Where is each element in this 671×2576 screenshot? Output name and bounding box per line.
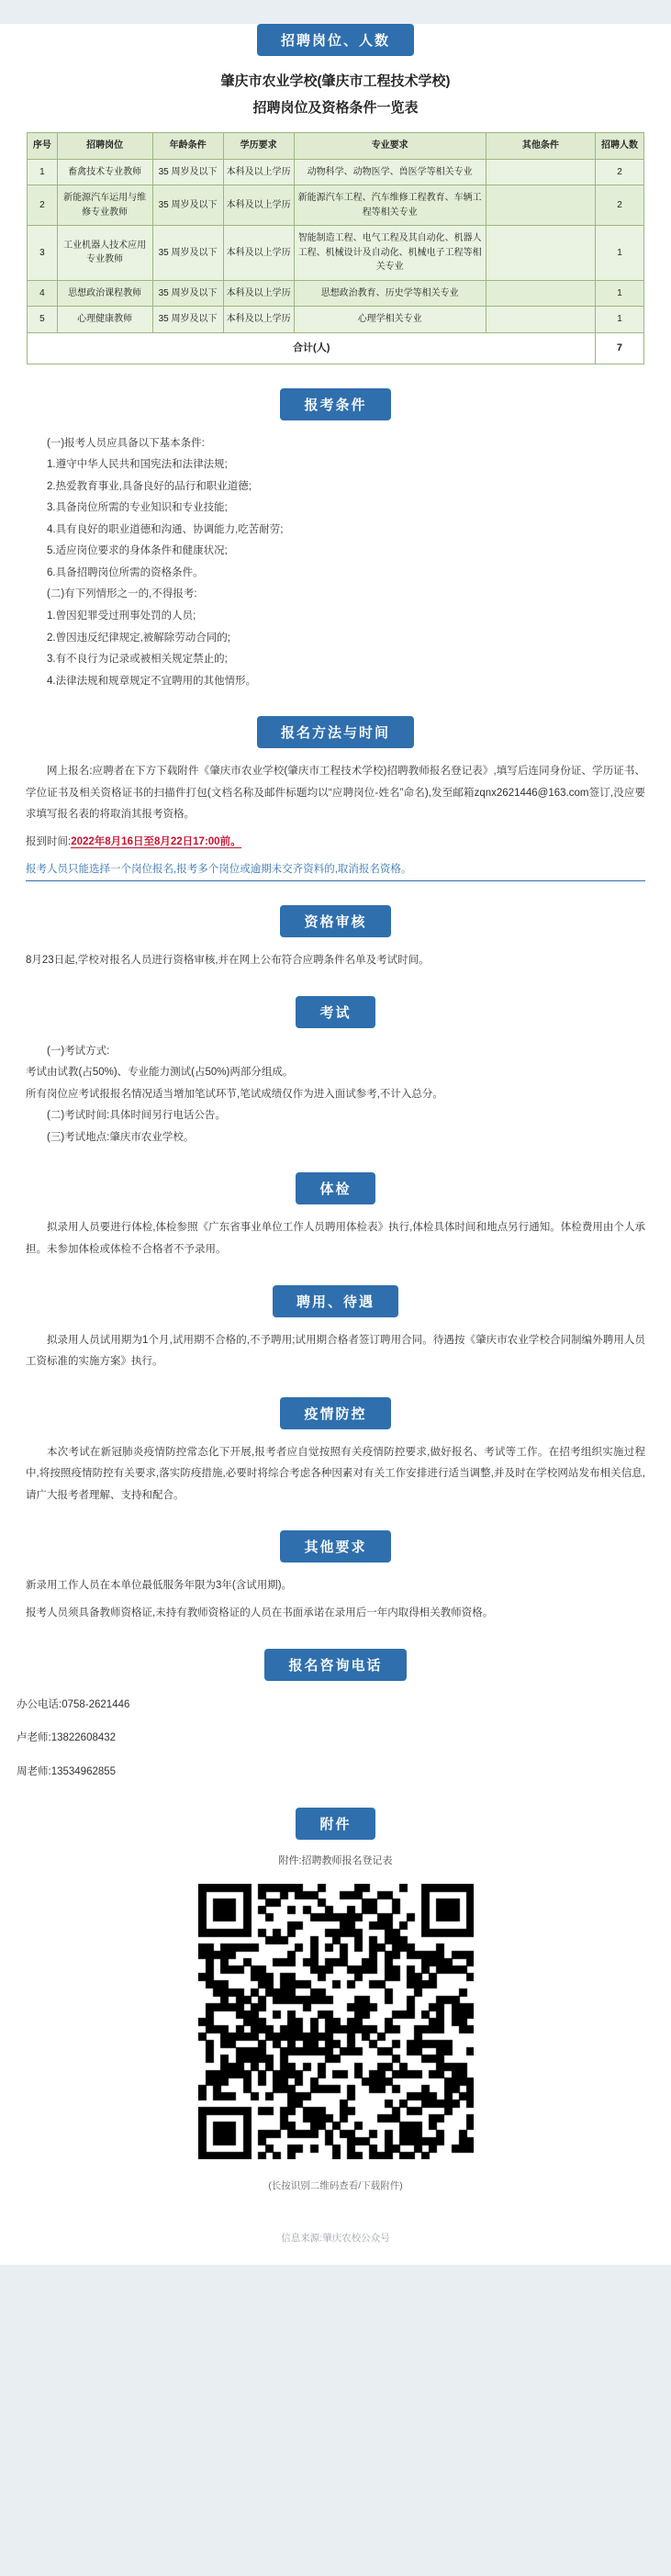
cell-post: 新能源汽车运用与维修专业教师	[57, 185, 152, 226]
section-title: 体检	[296, 1172, 375, 1204]
hire-paragraph: 拟录用人员试用期为1个月,试用期不合格的,不予聘用;试用期合格者签订聘用合同。待遇按《肇庆市农业学校合同制编外聘用人员工资标准的实施方案》执行。	[26, 1334, 645, 1368]
cell-no: 2	[28, 185, 57, 226]
cell-age: 35 周岁及以下	[152, 226, 223, 281]
hire-body	[0, 1330, 671, 1373]
cell-major: 动物科学、动物医学、兽医学等相关专业	[294, 159, 486, 185]
section-title: 疫情防控	[280, 1397, 390, 1429]
cell-post: 思想政治课程教师	[57, 280, 152, 307]
cell-post: 畜禽技术专业教师	[57, 159, 152, 185]
conditions-line: 4.法律法规和规章规定不宜聘用的其他情形。	[47, 675, 257, 687]
exam-line: (三)考试地点:肇庆市农业学校。	[47, 1131, 195, 1143]
medical-body	[0, 1217, 671, 1260]
other-line: 新录用工作人员在本单位最低服务年限为3年(含试用期)。	[26, 1580, 293, 1592]
cell-post: 工业机器人技术应用专业教师	[57, 226, 152, 281]
conditions-body	[0, 433, 671, 693]
epidemic-body	[0, 1442, 671, 1507]
medical-paragraph: 拟录用人员要进行体检,体检参照《广东省事业单位工作人员聘用体检表》执行,体检具体时间和地点另行通知。体检费用由个人承担。未参加体检或体检不合格者不予录用。	[26, 1222, 645, 1256]
cell-age: 35 周岁及以下	[152, 307, 223, 333]
review-paragraph: 8月23日起,学校对报名人员进行资格审核,并在网上公布符合应聘条件名单及考试时间。	[26, 955, 430, 967]
cell-num: 2	[596, 159, 644, 185]
cell-other	[486, 159, 596, 185]
cell-other	[486, 185, 596, 226]
cell-other	[486, 307, 596, 333]
table-row	[28, 307, 644, 333]
attachment-note: 附件:招聘教师报名登记表	[278, 1855, 393, 1867]
cell-other	[486, 226, 596, 281]
table-row	[28, 280, 644, 307]
conditions-line: (二)有下列情形之一的,不得报考:	[47, 588, 197, 600]
qr-caption: (长按识别二维码查看/下载附件)	[268, 2180, 403, 2192]
section-title: 报名咨询电话	[264, 1649, 406, 1681]
section-header-epidemic	[0, 1397, 671, 1429]
cell-age: 35 周岁及以下	[152, 280, 223, 307]
section-title: 资格审核	[280, 905, 390, 937]
conditions-line: 1.遵守中华人民共和国宪法和法律法规;	[47, 459, 228, 471]
cell-age: 35 周岁及以下	[152, 159, 223, 185]
section-title: 附件	[296, 1808, 375, 1840]
exam-line: (一)考试方式:	[47, 1045, 110, 1057]
section-header-apply	[0, 716, 671, 748]
conditions-line: 3.具备岗位所需的专业知识和专业技能;	[47, 502, 228, 514]
cell-major: 心理学相关专业	[294, 307, 486, 333]
table-row	[28, 226, 644, 281]
apply-deadline-value: 2022年8月16日至8月22日17:00前。	[71, 835, 241, 847]
cell-num: 1	[596, 280, 644, 307]
section-header-attachment	[0, 1808, 671, 1840]
phone-line-zhou: 周老师:13534962855	[17, 1766, 117, 1778]
total-label: 合计(人)	[28, 332, 596, 364]
cell-post: 心理健康教师	[57, 307, 152, 333]
section-header-exam	[0, 996, 671, 1028]
epidemic-paragraph: 本次考试在新冠肺炎疫情防控常态化下开展,报考者应自觉按照有关疫情防控要求,做好报名、考试等工作。在招考组织实施过程中,将按照疫情防控有关要求,落实防疫措施,必要时将综合考虑各种因素对有关工作安排进行适当调整,并及时在学校网站发布相关信息,请广大报考者理解、支持和配合。	[26, 1446, 645, 1501]
cell-age: 35 周岁及以下	[152, 185, 223, 226]
qr-code-wrapper[interactable]	[0, 1878, 671, 2169]
other-body	[0, 1575, 671, 1624]
cell-edu: 本科及以上学历	[223, 307, 294, 333]
cell-num: 1	[596, 226, 644, 281]
th-no: 序号	[28, 133, 57, 160]
conditions-line: 2.热爱教育事业,具备良好的品行和职业道德;	[47, 480, 252, 492]
conditions-line: (一)报考人员应具备以下基本条件:	[47, 437, 205, 449]
section-header-hire	[0, 1285, 671, 1317]
cell-major: 智能制造工程、电气工程及其自动化、机器人工程、机械设计及自动化、机械电子工程等相关专业	[294, 226, 486, 281]
table-row	[28, 185, 644, 226]
section-header-conditions	[0, 388, 671, 420]
cell-edu: 本科及以上学历	[223, 280, 294, 307]
apply-note: 报考人员只能选择一个岗位报名,报考多个岗位或逾期未交齐资料的,取消报名资格。	[26, 859, 645, 882]
table-total-row	[28, 332, 644, 364]
qr-code[interactable]	[193, 1878, 479, 2165]
section-title: 其他要求	[280, 1530, 390, 1562]
qr-code-canvas[interactable]	[198, 1884, 474, 2159]
section-header-other	[0, 1530, 671, 1562]
phones-body	[0, 1694, 671, 1785]
page-title	[0, 69, 671, 121]
section-header-phones	[0, 1649, 671, 1681]
cell-no: 3	[28, 226, 57, 281]
conditions-line: 5.适应岗位要求的身体条件和健康状况;	[47, 545, 228, 557]
exam-line: (二)考试时间:具体时间另行电话公告。	[47, 1110, 226, 1122]
section-header-medical	[0, 1172, 671, 1204]
conditions-line: 1.曾因犯罪受过刑事处罚的人员;	[47, 610, 196, 622]
cell-major: 新能源汽车工程、汽车维修工程教育、车辆工程等相关专业	[294, 185, 486, 226]
total-value: 7	[596, 332, 644, 364]
apply-deadline-label: 报到时间:	[26, 835, 72, 847]
review-body	[0, 950, 671, 972]
apply-paragraph: 网上报名:应聘者在下方下载附件《肇庆市农业学校(肇庆市工程技术学校)招聘教师报名登记表》,填写后连同身份证、学历证书、学位证书及相关资格证书的扫描件打包(文档名称及邮件标题均以“应聘岗位-姓名”命名),发至邮箱zqnx2621446@163.com签订,没应要求填写报名表的将取消其报考资格。	[26, 766, 645, 821]
section-header-posts	[0, 24, 671, 56]
other-line: 报考人员须具备教师资格证,未持有教师资格证的人员在书面承诺在录用后一年内取得相关教师资格。	[26, 1607, 494, 1618]
cell-no: 5	[28, 307, 57, 333]
apply-deadline-row	[26, 832, 645, 854]
exam-line: 所有岗位应考试报报名情况适当增加笔试环节,笔试成绩仅作为进入面试参考,不计入总分。	[26, 1088, 443, 1100]
th-post: 招聘岗位	[57, 133, 152, 160]
cell-num: 2	[596, 185, 644, 226]
cell-edu: 本科及以上学历	[223, 159, 294, 185]
apply-body	[0, 761, 671, 881]
conditions-line: 3.有不良行为记录或被相关规定禁止的;	[47, 654, 228, 666]
document-page	[0, 24, 671, 2265]
th-major: 专业要求	[294, 133, 486, 160]
cell-no: 1	[28, 159, 57, 185]
table-row	[28, 159, 644, 185]
conditions-line: 6.具备招聘岗位所需的资格条件。	[47, 566, 204, 578]
doc-title-line2: 招聘岗位及资格条件一览表	[252, 99, 419, 116]
th-age: 年龄条件	[152, 133, 223, 160]
exam-body	[0, 1041, 671, 1149]
cell-edu: 本科及以上学历	[223, 185, 294, 226]
cell-num: 1	[596, 307, 644, 333]
phone-line-office: 办公电话:0758-2621446	[17, 1698, 130, 1710]
cell-other	[486, 280, 596, 307]
footer-source: 信息来源:肇庆农校公众号	[0, 2216, 671, 2265]
cell-no: 4	[28, 280, 57, 307]
section-header-review	[0, 905, 671, 937]
section-title: 考试	[296, 996, 375, 1028]
phone-line-lu: 卢老师:13822608432	[17, 1732, 117, 1744]
section-title: 聘用、待遇	[273, 1285, 398, 1317]
section-title: 招聘岗位、人数	[257, 24, 414, 56]
section-title: 报考条件	[280, 388, 390, 420]
section-title: 报名方法与时间	[257, 716, 414, 748]
posts-table	[27, 132, 644, 364]
th-other: 其他条件	[486, 133, 596, 160]
conditions-line: 2.曾因违反纪律规定,被解除劳动合同的;	[47, 632, 230, 644]
th-num: 招聘人数	[596, 133, 644, 160]
conditions-line: 4.具有良好的职业道德和沟通、协调能力,吃苦耐劳;	[47, 523, 284, 535]
doc-title-line1: 肇庆市农业学校(肇庆市工程技术学校)	[220, 73, 451, 89]
cell-edu: 本科及以上学历	[223, 226, 294, 281]
cell-major: 思想政治教育、历史学等相关专业	[294, 280, 486, 307]
exam-line: 考试由试教(占50%)、专业能力测试(占50%)两部分组成。	[26, 1067, 294, 1079]
table-header-row	[28, 133, 644, 160]
th-edu: 学历要求	[223, 133, 294, 160]
